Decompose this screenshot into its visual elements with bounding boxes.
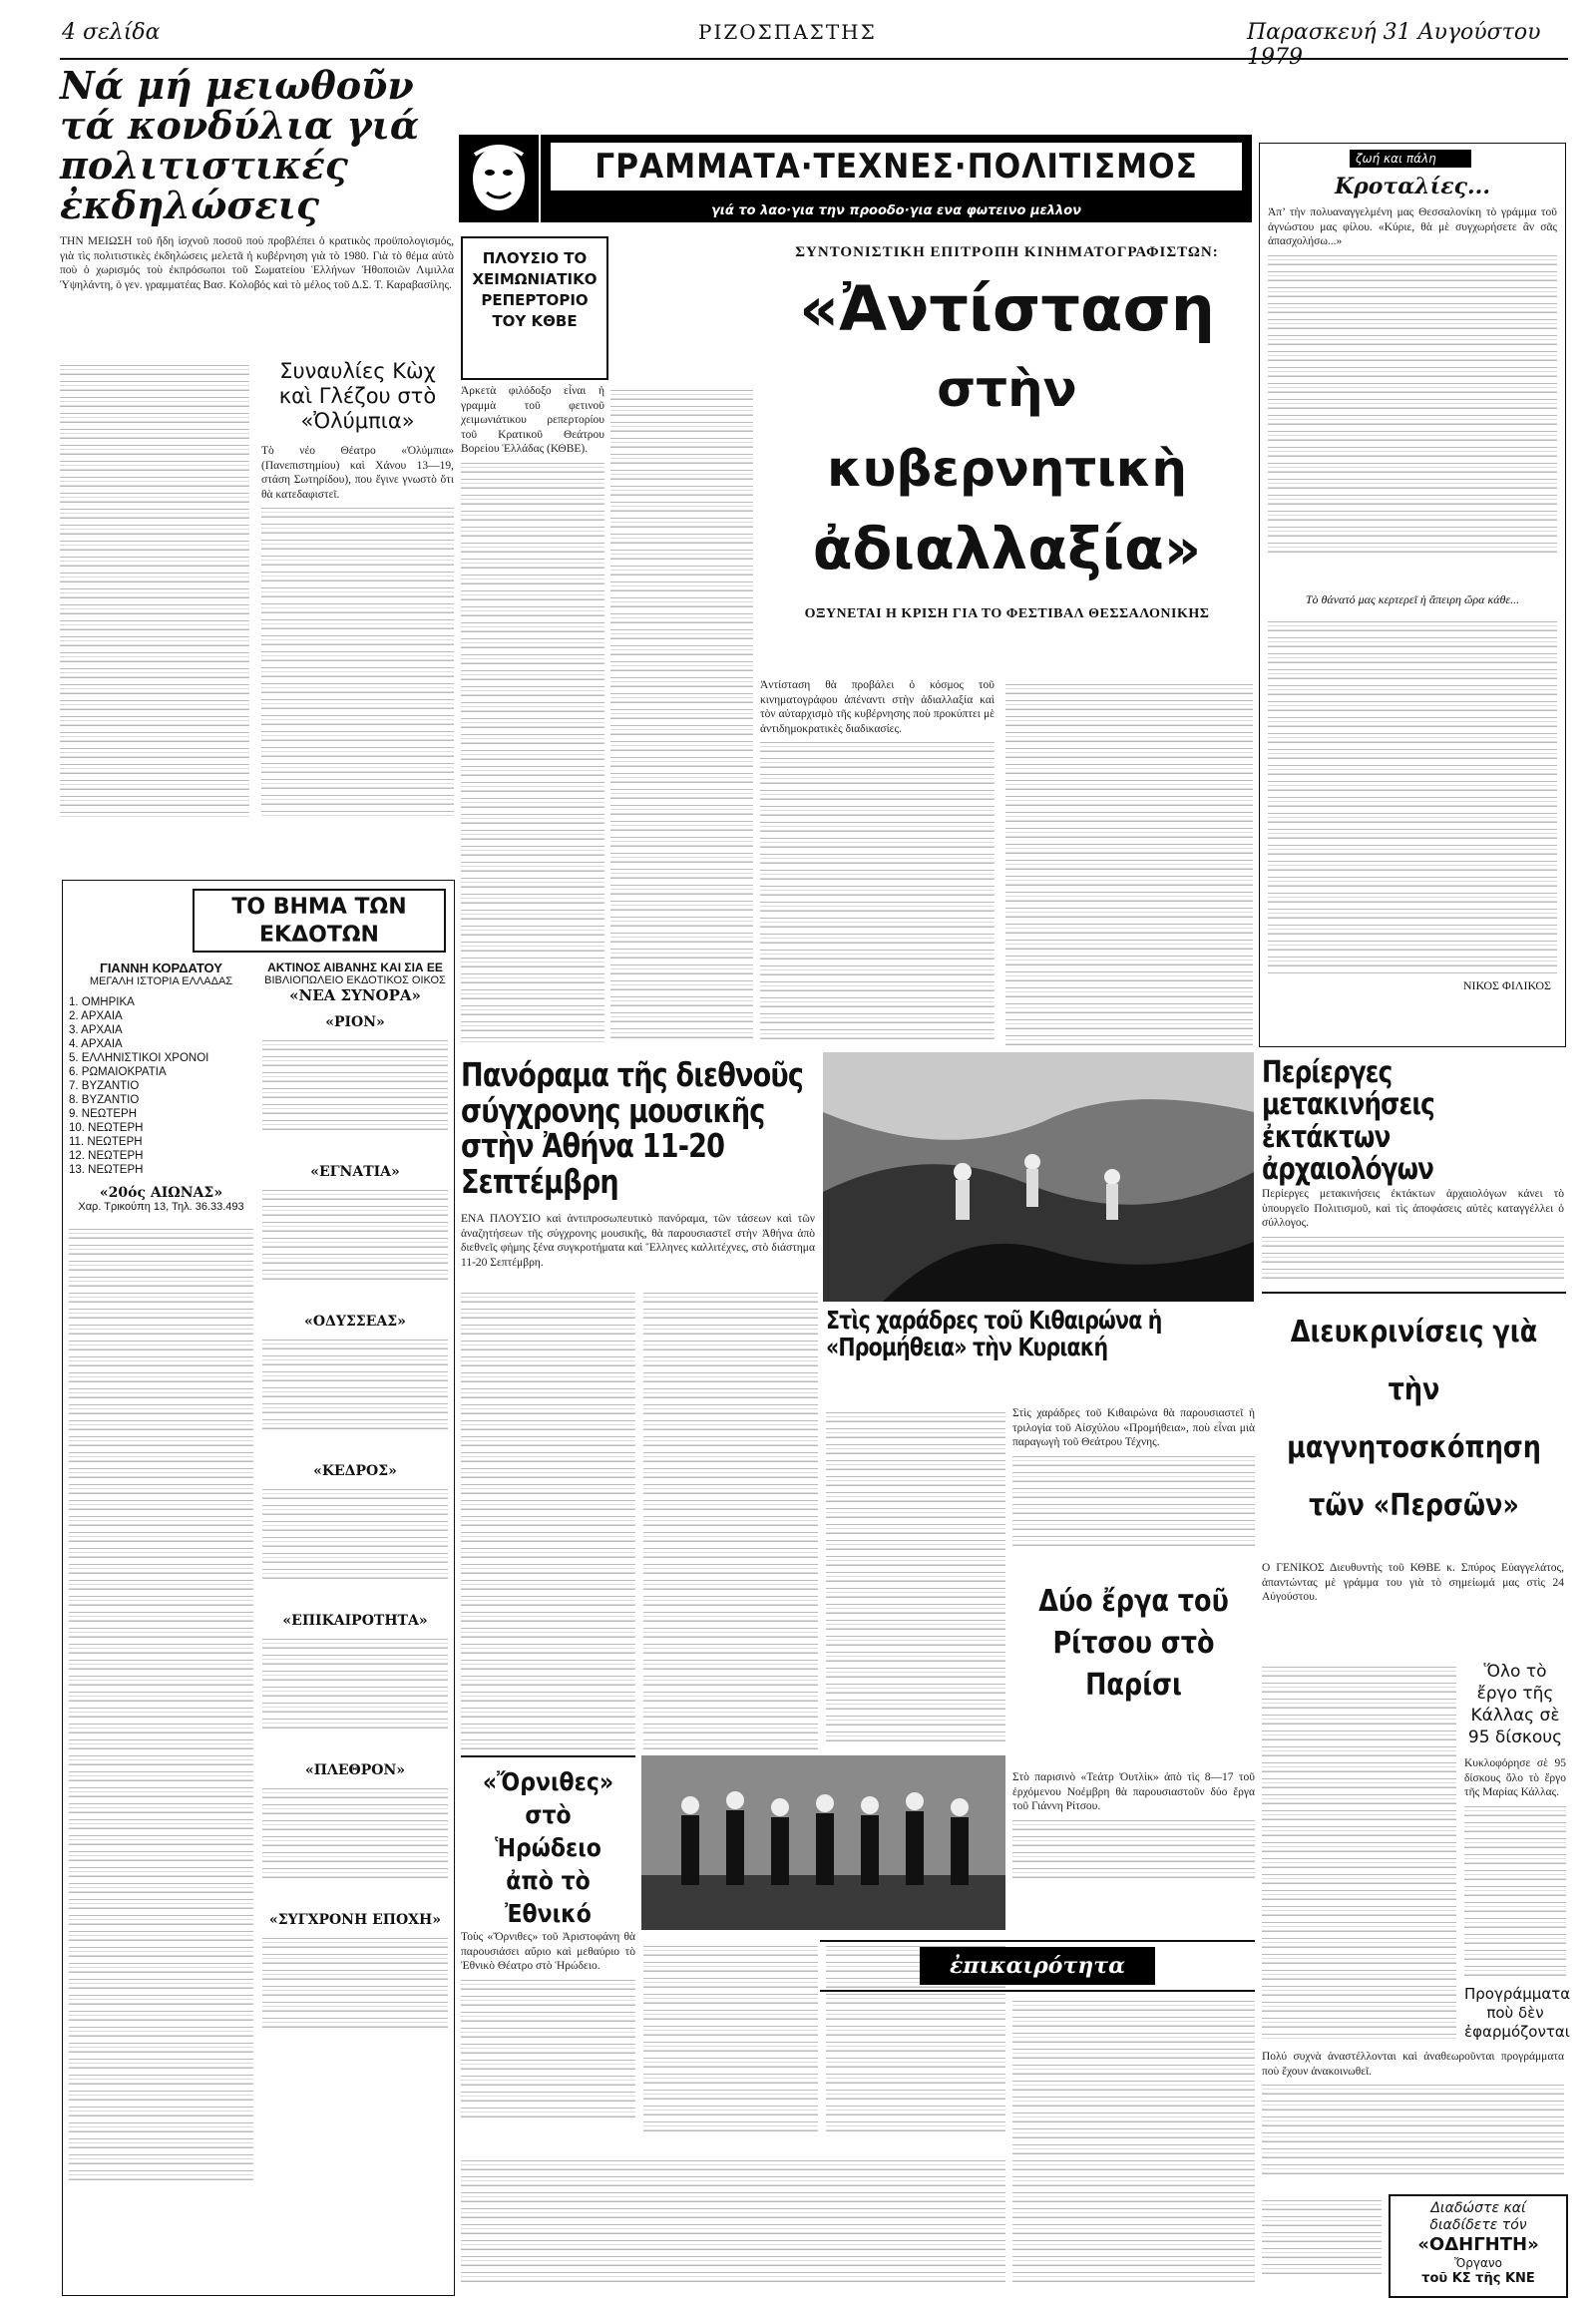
- publishers-box: [62, 880, 455, 2296]
- banner-title-bar: [541, 135, 1252, 200]
- column-zoi-kai-pali: [1259, 143, 1566, 1047]
- article-persians: [1262, 1292, 1566, 1558]
- publisher-name: «ΡΙΟΝ»: [325, 1014, 385, 1030]
- publisher-listing: [262, 1334, 448, 1453]
- ad-line-3: «ΟΔΗΓΗΤΗ»: [1417, 2234, 1539, 2255]
- article-funding-lead: [60, 234, 454, 354]
- column-quote: Τὸ θάνατό μας κερτερεῖ ἡ ἄπειρη ὥρα κάθε...: [1305, 592, 1520, 606]
- kicker: ΣΥΝΤΟΝΙΣΤΙΚΗ ΕΠΙΤΡΟΠΗ ΚΙΝΗΜΑΤΟΓΡΑΦΙΣΤΩΝ:: [795, 244, 1219, 260]
- series-volume: 8. ΒΥΖΑΝΤΙΟ: [69, 1094, 140, 1106]
- article-repertoire: [461, 384, 604, 1042]
- banner-title: ΓΡΑΜΜΑΤΑ·ΤΕΧΝΕΣ·ΠΟΛΙΤΙΣΜΟΣ: [595, 147, 1198, 187]
- left-title: ΓΙΑΝΝΗ ΚΟΡΔΑΤΟΥ: [100, 960, 222, 975]
- left-series-list: [69, 995, 253, 1177]
- series-volume: 4. ΑΡΧΑΙΑ: [69, 1038, 123, 1050]
- article-ritsos: [1012, 1581, 1255, 1755]
- header-rule: [60, 58, 1568, 60]
- masthead: ΡΙΖΟΣΠΑΣΤΗΣ: [698, 20, 877, 44]
- headline: Στὶς χαράδρες τοῦ Κιθαιρώνα ἡ «Προμήθεια» τὴν Κυριακή: [826, 1306, 1162, 1361]
- headline: Περίεργες μετακινήσεις ἐκτάκτων ἀρχαιολόγων: [1262, 1055, 1434, 1188]
- publisher-name: «ΣΥΓΧΡΟΝΗ ΕΠΟΧΗ»: [269, 1912, 441, 1928]
- article-music-col3: [826, 1406, 1005, 1750]
- headline: Δύο ἔργα τοῦ Ρίτσου στὸ Παρίσι: [1038, 1584, 1229, 1703]
- article-archaeologists: [1262, 1055, 1566, 1188]
- lead-text: ΤΗΝ ΜΕΙΩΣΗ τοῦ ἤδη ἰσχνοῦ ποσοῦ ποὺ προβλέπει ὁ κρατικὸς προϋπολογισμός, γιὰ τὶς πολιτιστικὲς ἐκδηλώσεις μελετᾶ ἡ κυβέρνηση γιὰ τὸ 1980. Γιὰ τὸ θέμα αὐτὸ ποὺ ὁ χωρισμός τοὺ ἐκπρόσωποι τοῦ Σωματείου Ἑλλήνων Ἠθοποιῶν Λιμιλλα Ὑψηλάντη, ὁ γεν. γραμματέας Βασ. Κολοβός καὶ τὸ μέλος τοῦ Δ.Σ. Τ. Καραβασίλης.: [60, 235, 454, 291]
- current-affairs-title: ἐπικαιρότητα: [920, 1947, 1155, 1985]
- publisher-listing: [262, 1034, 448, 1154]
- headline: Πανόραμα τῆς διεθνοῦς σύγχρονης μουσικῆς στὴν Ἀθήνα 11-20 Σεπτέμβρη: [461, 1055, 804, 1201]
- article-music-panorama: [461, 1057, 815, 1207]
- box-title: ΠΛΟΥΣΙΟ ΤΟ ΧΕΙΜΩΝΙΑΤΙΚΟ ΡΕΠΕΡΤΟΡΙΟ ΤΟΥ ΚΘΒΕ: [472, 249, 598, 330]
- headline: Συναυλίες Κὼχ καὶ Γλέζου στὸ «Ὀλύμπια»: [278, 359, 437, 433]
- column-body: [1268, 205, 1557, 584]
- publisher-listing: [262, 1932, 448, 2052]
- lead-text: ΕΝΑ ΠΛΟΥΣΙΟ καὶ ἀντιπροσωπευτικὸ πανόραμα, τῶν τάσεων καὶ τῶν ἀναζητήσεων τῆς σύγχρονης μουσικῆς, θὰ παρουσιαστεῖ στὴν Ἀθήνα ἀπὸ διεθνεῖς φήμης ξένα συγκροτήματα καὶ Ἕλληνες καλλιτέχνες, στὸ διάστημα 11-20 Σεπτέμβρη.: [461, 1213, 815, 1269]
- headline-line-3: ἀδιαλλαξία»: [812, 515, 1202, 582]
- ad-line-4: Ὄργανο: [1454, 2256, 1502, 2270]
- headline: Διευκρινίσεις γιὰ τὴν μαγνητοσκόπηση τῶν «Περσῶν»: [1287, 1315, 1541, 1523]
- subhead: ΟΞΥΝΕΤΑΙ Η ΚΡΙΣΗ ΓΙΑ ΤΟ ΦΕΣΤΙΒΑΛ ΘΕΣΣΑΛΟΝΙΚΗΣ: [804, 606, 1210, 621]
- article-funding: [60, 63, 454, 233]
- series-volume: 9. ΝΕΩΤΕΡΗ: [69, 1108, 138, 1120]
- article-funding-body: [60, 359, 249, 818]
- article-music-lead: [461, 1212, 815, 1282]
- series-volume: 2. ΑΡΧΑΙΑ: [69, 1010, 123, 1022]
- article-programs: [1464, 1985, 1571, 2042]
- mountain-performers-photo: [823, 1052, 1254, 1302]
- article-programs-body: [1262, 2050, 1564, 2189]
- headline: Νά μή μειωθοῦν τά κονδύλια γιά πολιτιστικές ἐκδηλώσεις: [60, 63, 420, 227]
- article-birds-col2: [643, 1940, 818, 2144]
- publishers-box-title: ΤΟ ΒΗΜΑ ΤΩΝ ΕΚΔΟΤΩΝ: [231, 895, 407, 948]
- section-banner: [459, 135, 1252, 222]
- article-music-col1: [461, 1287, 635, 1750]
- publishers-box-title-frame: [193, 889, 446, 953]
- page-header: [0, 0, 1596, 70]
- article-resistance-col2: [1005, 678, 1253, 1047]
- series-volume: 5. ΕΛΛΗΝΙΣΤΙΚΟΙ ΧΡΟΝΟΙ: [69, 1052, 209, 1064]
- lead-text: Τοὺς «Ὄρνιθες» τοῦ Ἀριστοφάνη θὰ παρουσιάσει αὔριο καὶ μεθαύριο τὸ Ἐθνικὸ Θέατρο στὸ Ἡρώδειο.: [461, 1931, 635, 1972]
- lead-text: Τὸ νέο Θέατρο «Ὀλύμπια» (Πανεπιστημίου) καὶ Χάνου 13—19, στάση Σωτηρίδου), που ἔγινε γνωστὸ ὅτι θὰ κατεδαφιστεῖ.: [261, 445, 454, 501]
- series-volume: 1. ΟΜΗΡΙΚΑ: [69, 996, 135, 1008]
- left-subtitle: ΜΕΓΑΛΗ ΙΣΤΟΡΙΑ ΕΛΛΑΔΑΣ: [89, 975, 233, 987]
- current-affairs-banner: [820, 1940, 1255, 1992]
- right-publishers-list: [262, 1014, 448, 2052]
- column-signature: ΝΙΚΟΣ ΦΙΛΙΚΟΣ: [1462, 978, 1551, 992]
- lead-text: Ἀπ’ τὴν πολυαναγγελμένη μας Θεσσαλονίκη τὸ γράμμα τοῦ ἀγνώστου μας φίλου. «Κύριε, θὰ μὲ συγχωρήσετε ἂν σᾶς ἀπασχολήσω...»: [1268, 206, 1557, 247]
- publisher-name: «ΟΔΥΣΣΕΑΣ»: [304, 1314, 406, 1330]
- publishers-right-col: [262, 960, 448, 2287]
- lead-text: Στὶς χαράδρες τοῦ Κιθαιρώνα θὰ παρουσιαστεῖ ἡ τριλογία τοῦ Αἰσχύλου «Προμήθεια», ποὺ εἶναι μιὰ παραγωγὴ τοῦ Θεάτρου Τέχνης.: [1012, 1407, 1255, 1448]
- series-volume: 13. ΝΕΩΤΕΡΗ: [69, 1164, 144, 1176]
- series-volume: 11. ΝΕΩΤΕΡΗ: [69, 1136, 143, 1148]
- column-title: Κροταλίες...: [1335, 174, 1490, 199]
- left-address: Χαρ. Τρικούπη 13, Τηλ. 36.33.493: [78, 1201, 244, 1213]
- ad-line-5: τοῦ ΚΣ τῆς ΚΝΕ: [1421, 2271, 1535, 2286]
- left-publisher: «20ός ΑΙΩΝΑΣ»: [99, 1185, 223, 1201]
- article-concerts-body: [261, 444, 454, 818]
- article-prometheia: [826, 1307, 1255, 1401]
- banner-tagline: γιά το λαο·για την προοδο·για ενα φωτεινο μελλον: [541, 200, 1252, 222]
- issue-date: Παρασκευή 31 Αυγούστου 1979: [1247, 20, 1541, 70]
- lead-text: Περίεργες μετακινήσεις ἐκτάκτων ἀρχαιολόγων κάνει τὸ ὑπουργεῖο Πολιτισμοῦ, καὶ τὶς ἀποφάσεις αὐτὲς καταγγέλλει ὁ σύλλογος.: [1262, 1188, 1564, 1229]
- repertoire-box: [461, 236, 608, 380]
- right-publisher: «ΝΕΑ ΣΥΝΟΡΑ»: [289, 986, 421, 1004]
- article-persians-body: [1262, 1661, 1456, 2040]
- article-ritsos-body: [1012, 1770, 1255, 1890]
- dancers-photo: [641, 1755, 1005, 1930]
- headline-line-2: στὴν κυβερνητικὴ: [827, 360, 1187, 498]
- publisher-listing: [262, 1184, 448, 1304]
- lead-text: Ο ΓΕΝΙΚΟΣ Διευθυντὴς τοῦ ΚΘΒΕ κ. Σπύρος Εὐαγγελάτος, ἀπαντώντας μὲ γράμμα του γιὰ τὸ σημείωμά μας στὶς 24 Αὐγούστου.: [1262, 1562, 1564, 1603]
- publishers-left-col: [69, 960, 253, 2287]
- headline-line-1: «Ἀντίσταση: [799, 272, 1215, 345]
- odigitis-ad: [1389, 2194, 1568, 2298]
- publisher-name: «ΠΛΕΘΡΟΝ»: [305, 1762, 405, 1778]
- right-title: ΑΚΤΙΝΟΣ ΑΙΒΑΝΗΣ ΚΑΙ ΣΙΑ ΕΕ: [267, 960, 443, 974]
- callas-text: Κυκλοφόρησε σὲ 95 δίσκους ὅλο τὸ ἔργο τῆς Μαρίας Κάλλας.: [1464, 1757, 1566, 1798]
- lead-text: Στὸ παρισινὸ «Τεάτρ Ὀυτλὶκ» ἀπὸ τὶς 8—17 τοῦ ἐρχόμενου Νοέμβρη θὰ παρουσιαστοῦν δύο ἔργα τοῦ Γιάννη Ρίτσου.: [1012, 1771, 1255, 1812]
- series-volume: 3. ΑΡΧΑΙΑ: [69, 1024, 123, 1036]
- publisher-name: «ΕΓΝΑΤΙΑ»: [310, 1164, 400, 1180]
- publisher-name: «ΕΠΙΚΑΙΡΟΤΗΤΑ»: [282, 1613, 428, 1629]
- series-volume: 6. ΡΩΜΑΙΟΚΡΑΤΙΑ: [69, 1066, 167, 1078]
- article-programs-tail: [1262, 2194, 1382, 2294]
- ad-line-2: διαδίδετε τόν: [1429, 2217, 1527, 2233]
- article-resistance-headline: [760, 269, 1254, 663]
- current-affairs-lower: [461, 2154, 1005, 2294]
- headline: «Ὄρνιθες» στὸ Ἡρώδειο ἀπὸ τὸ Ἐθνικό: [482, 1767, 614, 1928]
- ad-line-1: Διαδώστε καί: [1430, 2200, 1526, 2216]
- article-persians-lead: [1262, 1561, 1564, 1661]
- publisher-name: «ΚΕΔΡΟΣ»: [313, 1463, 397, 1479]
- publisher-listing: [262, 1483, 448, 1603]
- current-affairs-col: [1012, 1995, 1255, 2294]
- series-volume: 10. ΝΕΩΤΕΡΗ: [69, 1122, 144, 1134]
- article-concerts: [261, 359, 454, 434]
- article-resistance-header: [760, 244, 1254, 261]
- muse-mask-logo: [459, 135, 539, 222]
- article-prometheia-body: [1012, 1406, 1255, 1566]
- series-volume: 12. ΝΕΩΤΕΡΗ: [69, 1150, 144, 1162]
- column-label: ζωή και πάλη: [1350, 150, 1471, 168]
- callas-sidebox: [1464, 1661, 1571, 2041]
- article-repertoire-col2: [610, 384, 753, 1042]
- callas-title: Ὅλο τὸ ἔργο τῆς Κάλλας σὲ 95 δίσκους: [1467, 1662, 1563, 1747]
- headline: Προγράμματα ποὺ δὲν ἐφαρμόζονται: [1464, 1985, 1571, 2041]
- right-subtitle: ΒΙΒΛΙΟΠΩΛΕΙΟ ΕΚΔΟΤΙΚΟΣ ΟΙΚΟΣ: [264, 974, 446, 986]
- article-archaeologists-body: [1262, 1187, 1564, 1282]
- article-birds: [461, 1755, 635, 1930]
- publisher-listing: [262, 1633, 448, 1752]
- lead-text: Ἀντίσταση θὰ προβάλει ὁ κόσμος τοῦ κινηματογράφου ἀπέναντι στὴν ἀδιαλλαξία καὶ τὸν αὐταρχισμὸ τῆς κυβέρνησης ποὺ προκύπτει μὲ ἀντιδημοκρατικὲς διαδικασίες.: [760, 679, 995, 735]
- series-volume: 7. ΒΥΖΑΝΤΙΟ: [69, 1080, 140, 1092]
- publisher-listing: [262, 1782, 448, 1902]
- article-birds-body: [461, 1930, 635, 2144]
- column-body-2: [1268, 615, 1557, 974]
- page-number: 4 σελίδα: [62, 20, 161, 45]
- article-music-col2: [643, 1287, 818, 1750]
- lead-text: Ἀρκετὰ φιλόδοξο εἶναι ἡ γραμμὰ τοῦ φετινοῦ χειμωνιάτικου ρεπερτορίου τοῦ Κρατικοῦ Θεάτρου Βορείου Ἑλλάδας (ΚΘΒΕ).: [461, 385, 604, 455]
- article-resistance-col1: [760, 678, 995, 1047]
- lead-text: Πολύ συχνὰ ἀναστέλλονται καὶ ἀναθεωροῦνται προγράμματα ποὺ ἔχουν ἀνακοινωθεῖ.: [1262, 2051, 1564, 2078]
